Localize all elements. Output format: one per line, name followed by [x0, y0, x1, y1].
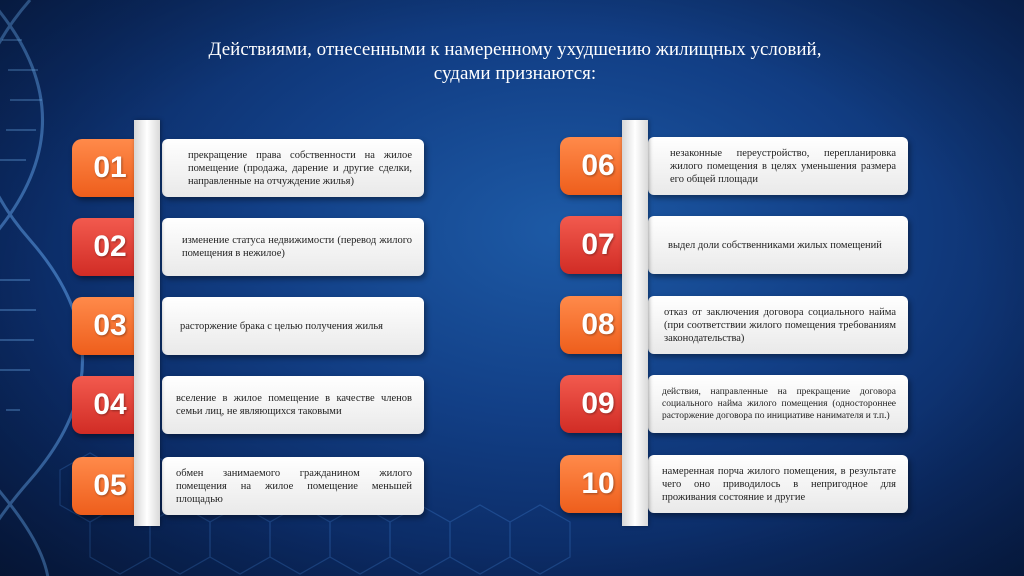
item-card-10: [648, 455, 908, 513]
item-card-04: [162, 376, 424, 434]
item-text-02: изменение статуса недвижимости (перевод жилого помещения в нежилое): [182, 235, 412, 259]
item-text-06: незаконные переустройство, перепланировка жилого помещения в целях уменьшения размера его общей площади: [670, 147, 896, 185]
item-card-06: [648, 137, 908, 195]
item-number-09: 09: [560, 375, 636, 433]
left-vertical-strip: [134, 120, 160, 526]
item-card-09: [648, 375, 908, 433]
item-card-05: [162, 457, 424, 515]
item-text-07: выдел доли собственниками жилых помещений: [668, 239, 882, 251]
item-card-03: [162, 297, 424, 355]
item-card-02: [162, 218, 424, 276]
item-number-03: 03: [72, 297, 148, 355]
right-vertical-strip: [622, 120, 648, 526]
item-card-01: [162, 139, 424, 197]
item-text-05: обмен занимаемого гражданином жилого помещения на жилое помещение меньшей площадью: [176, 467, 412, 505]
slide-title: [130, 38, 900, 86]
item-text-04: вселение в жилое помещение в качестве членов семьи лиц, не являющихся таковыми: [176, 393, 412, 417]
item-number-02: 02: [72, 218, 148, 276]
item-number-10: 10: [560, 455, 636, 513]
title-line-1: Действиями, отнесенными к намеренному ухудшению жилищных условий,: [208, 39, 822, 60]
item-text-01: прекращение права собственности на жилое помещение (продажа, дарение и другие сделки, направленные на отчуждение жилья): [188, 149, 412, 187]
item-text-03: расторжение брака с целью получения жилья: [180, 320, 383, 332]
item-text-10: намеренная порча жилого помещения, в результате чего оно приводилось в непригодное для проживания состояние и другие: [662, 465, 896, 503]
item-text-08: отказ от заключения договора социального найма (при соответствии жилого помещения требованиям законодательства): [664, 306, 896, 344]
title-line-2: судами признаются:: [433, 63, 597, 84]
item-number-05: 05: [72, 457, 148, 515]
item-number-01: 01: [72, 139, 148, 197]
item-number-07: 07: [560, 216, 636, 274]
item-card-07: [648, 216, 908, 274]
item-number-06: 06: [560, 137, 636, 195]
item-number-08: 08: [560, 296, 636, 354]
item-card-08: [648, 296, 908, 354]
item-number-04: 04: [72, 376, 148, 434]
item-text-09: действия, направленные на прекращение договора социального найма жилого помещения (одностороннее расторжение договора по инициативе нанимателя и т.п.): [662, 387, 896, 421]
